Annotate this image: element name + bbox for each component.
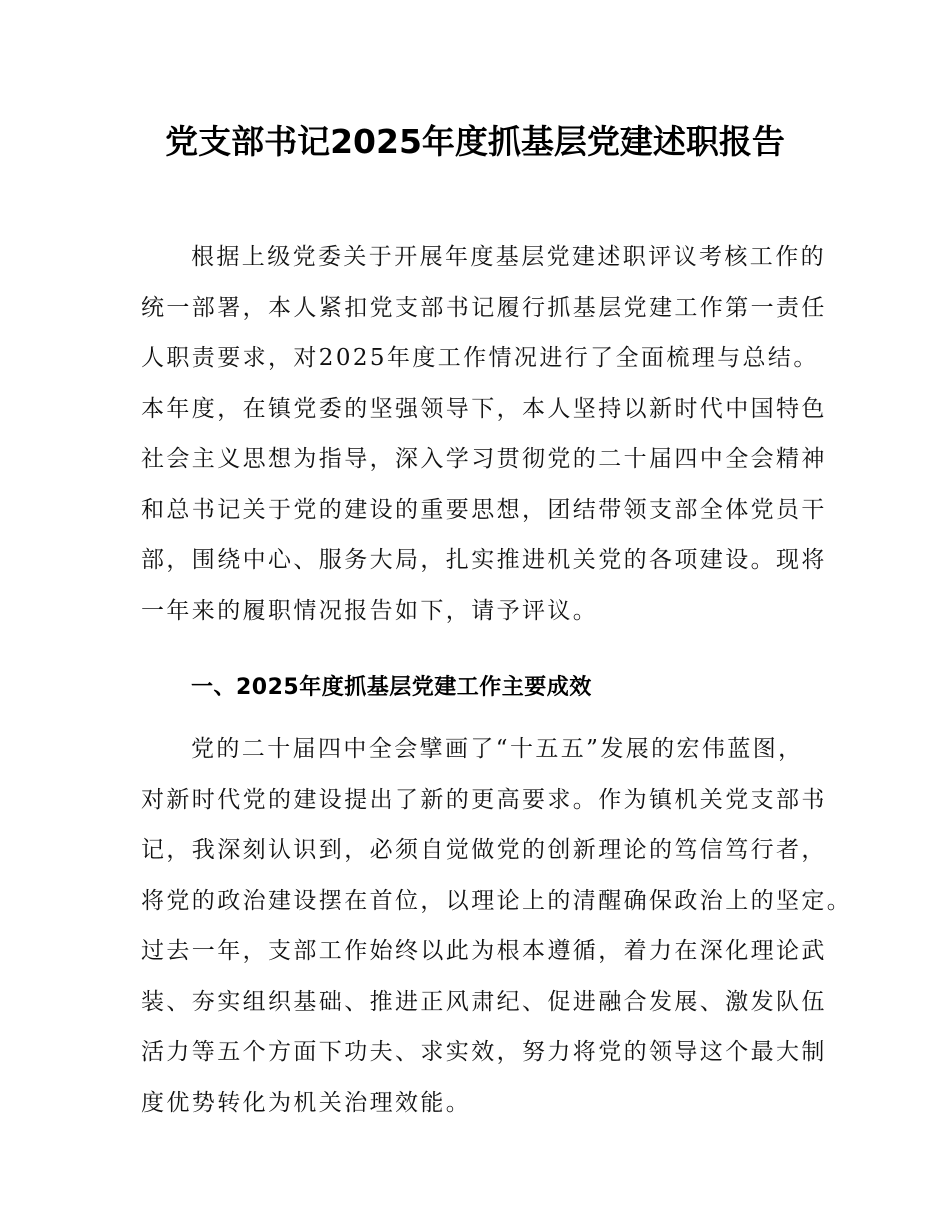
- text-line: 本年度，在镇党委的坚强领导下，本人坚持以新时代中国特色: [141, 395, 827, 422]
- text-line: 记，我深刻认识到，必须自觉做党的创新理论的笃信笃行者，: [141, 837, 827, 863]
- text-line: 部，围绕中心、服务大局，扎实推进机关党的各项建设。现将: [141, 547, 827, 573]
- intro-paragraph: [141, 232, 841, 636]
- text-line: 活力等五个方面下功夫、求实效，努力将党的领导这个最大制: [141, 1039, 827, 1065]
- document-title: 党支部书记2025年度抓基层党建述职报告: [165, 122, 785, 161]
- text-line: 社会主义思想为指导，深入学习贯彻党的二十届四中全会精神: [141, 446, 827, 472]
- text-line: 过去一年，支部工作始终以此为根本遵循，着力在深化理论武: [141, 938, 827, 964]
- text-line: 度优势转化为机关治理效能。: [141, 1089, 472, 1116]
- text-line: 人职责要求，对2025年度工作情况进行了全面梳理与总结。: [141, 345, 819, 371]
- section-heading-block: [141, 663, 841, 714]
- text-line: 装、夯实组织基础、推进正风肃纪、促进融合发展、激发队伍: [141, 988, 827, 1015]
- text-line: 统一部署，本人紧扣党支部书记履行抓基层党建工作第一责任: [141, 294, 827, 321]
- text-line: 对新时代党的建设提出了新的更高要求。作为镇机关党支部书: [141, 786, 827, 813]
- text-line: 根据上级党委关于开展年度基层党建述职评议考核工作的: [191, 244, 826, 270]
- achievements-paragraph: [141, 724, 853, 1128]
- section-heading: 一、2025年度抓基层党建工作主要成效: [191, 675, 592, 700]
- text-line: 一年来的履职情况报告如下，请予评议。: [141, 597, 599, 624]
- text-line: 将党的政治建设摆在首位，以理论上的清醒确保政治上的坚定。: [141, 887, 853, 914]
- text-line: 党的二十届四中全会擘画了“十五五”发展的宏伟蓝图，: [191, 736, 804, 762]
- text-line: 和总书记关于党的建设的重要思想，团结带领支部全体党员干: [141, 496, 827, 523]
